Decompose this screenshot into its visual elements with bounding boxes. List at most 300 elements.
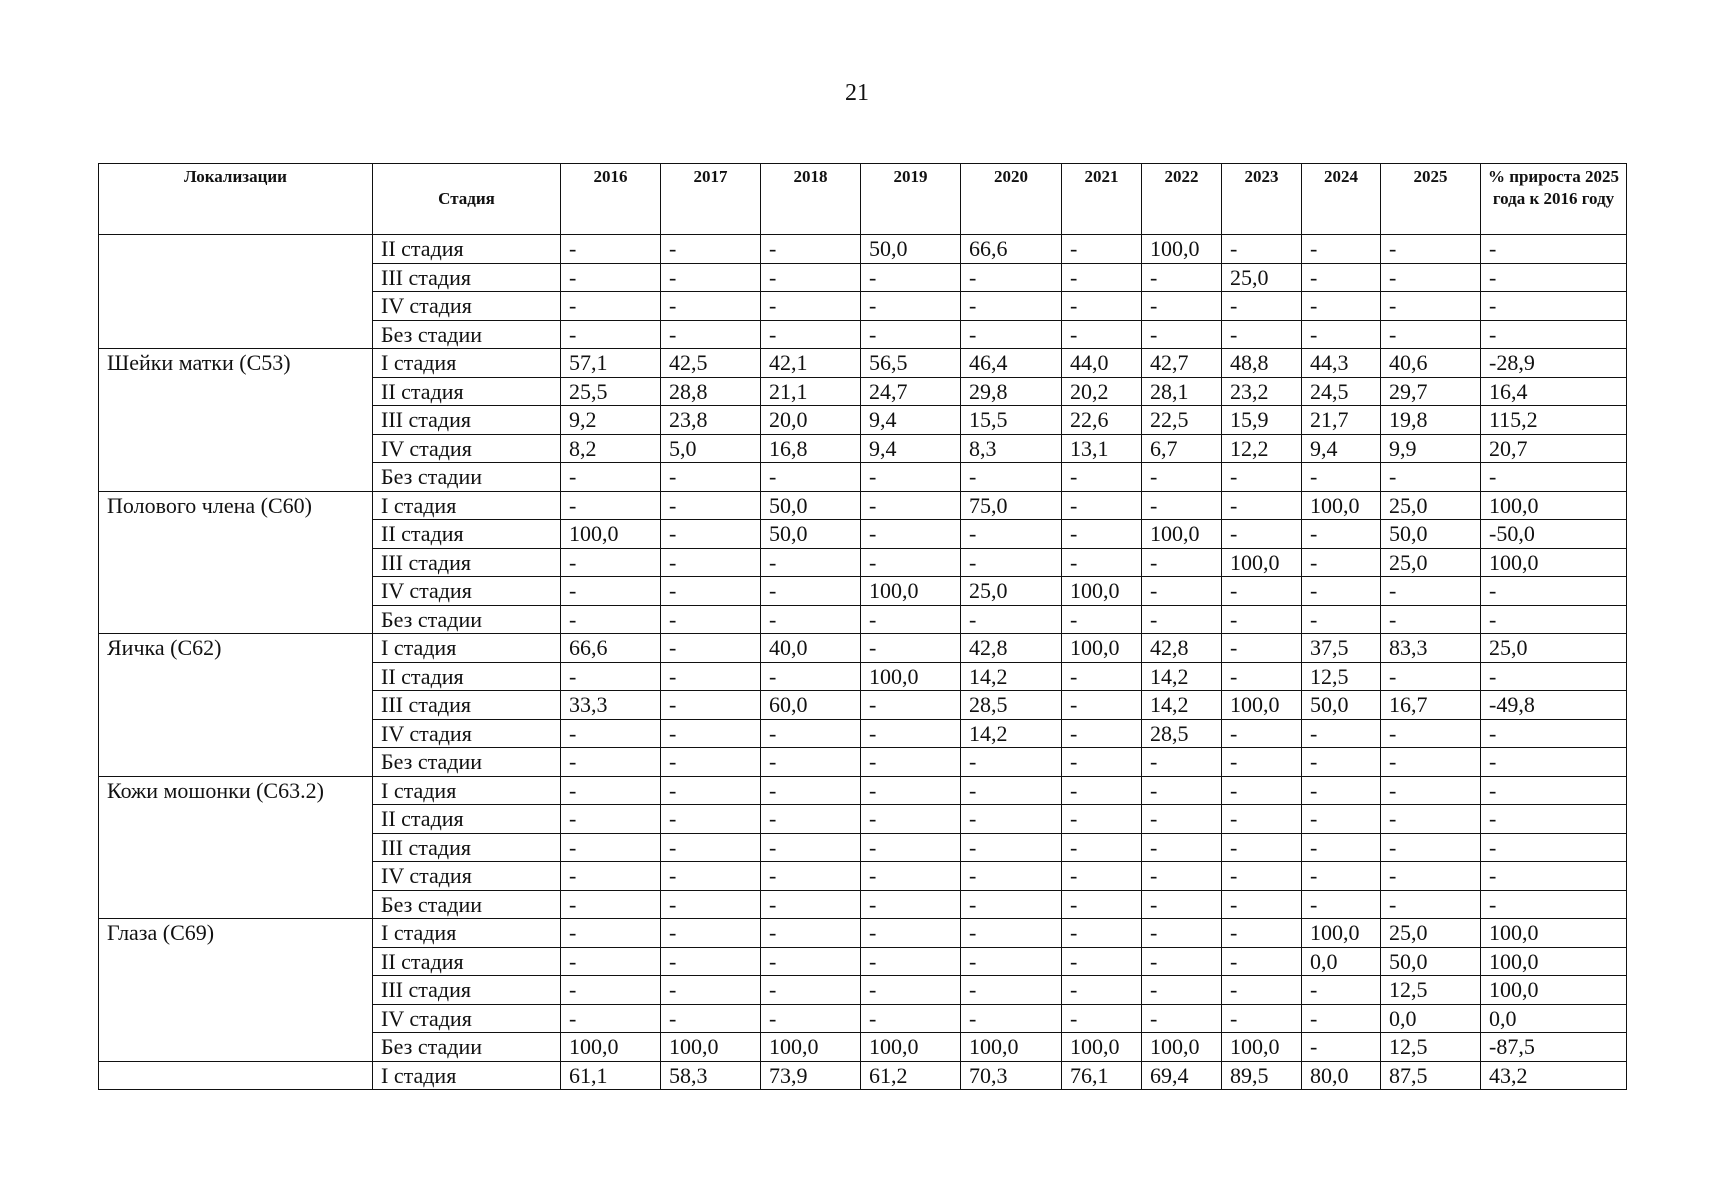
value-cell: - (1381, 776, 1481, 805)
value-cell: - (861, 605, 961, 634)
stage-cell: IV стадия (373, 862, 561, 891)
stage-cell: I стадия (373, 1061, 561, 1090)
value-cell: - (1142, 320, 1222, 349)
value-cell: 46,4 (961, 349, 1062, 378)
value-cell: 60,0 (761, 691, 861, 720)
table-row (99, 691, 1627, 720)
value-cell: - (661, 463, 761, 492)
value-cell: 75,0 (961, 491, 1062, 520)
value-cell: - (761, 719, 861, 748)
value-cell: - (1062, 947, 1142, 976)
header-growth: % прироста 2025 года к 2016 году (1481, 164, 1627, 235)
value-cell: 42,8 (961, 634, 1062, 663)
value-cell: - (861, 292, 961, 321)
table-row (99, 491, 1627, 520)
value-cell: - (1062, 662, 1142, 691)
value-cell: 100,0 (1142, 235, 1222, 264)
value-cell: - (661, 263, 761, 292)
value-cell: - (861, 862, 961, 891)
stage-cell: IV стадия (373, 577, 561, 606)
growth-cell: -28,9 (1481, 349, 1627, 378)
value-cell: - (1222, 805, 1302, 834)
value-cell: 69,4 (1142, 1061, 1222, 1090)
value-cell: - (761, 577, 861, 606)
value-cell: - (961, 463, 1062, 492)
value-cell: - (561, 320, 661, 349)
localization-cell (99, 320, 373, 349)
value-cell: 100,0 (1222, 1033, 1302, 1062)
table-row (99, 634, 1627, 663)
stage-cell: II стадия (373, 235, 561, 264)
value-cell: - (561, 491, 661, 520)
value-cell: - (661, 976, 761, 1005)
value-cell: 20,2 (1062, 377, 1142, 406)
value-cell: 9,4 (1302, 434, 1381, 463)
value-cell: 22,5 (1142, 406, 1222, 435)
value-cell: - (561, 805, 661, 834)
value-cell: - (1222, 976, 1302, 1005)
value-cell: - (961, 890, 1062, 919)
value-cell: 100,0 (561, 520, 661, 549)
value-cell: 37,5 (1302, 634, 1381, 663)
header-year: 2020 (961, 164, 1062, 235)
localization-cell (99, 577, 373, 606)
value-cell: - (1381, 748, 1481, 777)
growth-cell: 20,7 (1481, 434, 1627, 463)
value-cell: - (1381, 605, 1481, 634)
page-number: 21 (845, 80, 869, 106)
localization-cell (99, 691, 373, 720)
value-cell: 28,1 (1142, 377, 1222, 406)
table-row (99, 235, 1627, 264)
localization-cell (99, 292, 373, 321)
table-row (99, 1061, 1627, 1090)
value-cell: - (1302, 805, 1381, 834)
value-cell: - (661, 833, 761, 862)
value-cell: - (761, 833, 861, 862)
value-cell: - (1062, 976, 1142, 1005)
value-cell: - (1222, 662, 1302, 691)
growth-cell: - (1481, 719, 1627, 748)
value-cell: - (1381, 719, 1481, 748)
value-cell: - (1142, 577, 1222, 606)
value-cell: 23,8 (661, 406, 761, 435)
value-cell: - (761, 947, 861, 976)
value-cell: - (1302, 520, 1381, 549)
growth-cell: - (1481, 605, 1627, 634)
value-cell: 8,3 (961, 434, 1062, 463)
value-cell: - (1062, 776, 1142, 805)
growth-cell: - (1481, 292, 1627, 321)
localization-cell (99, 1033, 373, 1062)
value-cell: - (1381, 263, 1481, 292)
value-cell: - (761, 890, 861, 919)
value-cell: 25,0 (1381, 919, 1481, 948)
localization-cell (99, 406, 373, 435)
localization-cell (99, 748, 373, 777)
value-cell: - (761, 320, 861, 349)
value-cell: - (1142, 263, 1222, 292)
value-cell: - (661, 890, 761, 919)
value-cell: - (861, 691, 961, 720)
value-cell: - (761, 776, 861, 805)
value-cell: - (761, 976, 861, 1005)
value-cell: - (861, 548, 961, 577)
value-cell: 100,0 (761, 1033, 861, 1062)
localization-cell (99, 862, 373, 891)
value-cell: - (661, 748, 761, 777)
value-cell: - (961, 520, 1062, 549)
stage-cell: IV стадия (373, 719, 561, 748)
value-cell: - (1062, 719, 1142, 748)
value-cell: - (761, 235, 861, 264)
growth-cell: 100,0 (1481, 947, 1627, 976)
value-cell: - (661, 292, 761, 321)
value-cell: 66,6 (961, 235, 1062, 264)
value-cell: - (961, 263, 1062, 292)
value-cell: - (1222, 947, 1302, 976)
value-cell: - (1302, 1004, 1381, 1033)
localization-cell (99, 548, 373, 577)
value-cell: - (1222, 320, 1302, 349)
value-cell: - (961, 947, 1062, 976)
value-cell: 56,5 (861, 349, 961, 378)
localization-cell (99, 235, 373, 264)
localization-cell (99, 434, 373, 463)
value-cell: - (961, 776, 1062, 805)
growth-cell: -50,0 (1481, 520, 1627, 549)
stage-cell: I стадия (373, 634, 561, 663)
value-cell: - (661, 719, 761, 748)
value-cell: - (561, 890, 661, 919)
value-cell: - (1142, 463, 1222, 492)
value-cell: 44,0 (1062, 349, 1142, 378)
stage-cell: Без стадии (373, 463, 561, 492)
value-cell: 40,6 (1381, 349, 1481, 378)
value-cell: - (561, 719, 661, 748)
header-year: 2022 (1142, 164, 1222, 235)
value-cell: - (1142, 292, 1222, 321)
value-cell: 50,0 (761, 491, 861, 520)
value-cell: 89,5 (1222, 1061, 1302, 1090)
value-cell: 25,0 (1381, 548, 1481, 577)
value-cell: - (1302, 833, 1381, 862)
value-cell: - (561, 235, 661, 264)
value-cell: - (1142, 862, 1222, 891)
value-cell: 15,9 (1222, 406, 1302, 435)
value-cell: 80,0 (1302, 1061, 1381, 1090)
table-row (99, 548, 1627, 577)
value-cell: 13,1 (1062, 434, 1142, 463)
value-cell: - (761, 548, 861, 577)
table-row (99, 349, 1627, 378)
value-cell: - (1062, 263, 1142, 292)
value-cell: - (961, 292, 1062, 321)
value-cell: - (1062, 292, 1142, 321)
value-cell: - (861, 719, 961, 748)
value-cell: - (1142, 919, 1222, 948)
value-cell: - (1222, 919, 1302, 948)
localization-cell (99, 1061, 373, 1090)
value-cell: - (1062, 691, 1142, 720)
value-cell: - (1222, 719, 1302, 748)
value-cell: - (1062, 1004, 1142, 1033)
value-cell: 33,3 (561, 691, 661, 720)
value-cell: - (861, 748, 961, 777)
localization-cell (99, 719, 373, 748)
localization-cell (99, 662, 373, 691)
value-cell: - (661, 491, 761, 520)
value-cell: - (861, 776, 961, 805)
growth-cell: 100,0 (1481, 976, 1627, 1005)
localization-cell (99, 833, 373, 862)
value-cell: - (761, 1004, 861, 1033)
stage-cell: III стадия (373, 976, 561, 1005)
stage-cell: III стадия (373, 833, 561, 862)
stage-cell: II стадия (373, 805, 561, 834)
value-cell: 25,0 (1222, 263, 1302, 292)
value-cell: - (1062, 520, 1142, 549)
value-cell: - (561, 947, 661, 976)
table-row (99, 662, 1627, 691)
value-cell: - (561, 548, 661, 577)
table-row (99, 577, 1627, 606)
value-cell: - (561, 263, 661, 292)
value-cell: 100,0 (1222, 691, 1302, 720)
value-cell: 100,0 (1142, 520, 1222, 549)
stage-cell: I стадия (373, 491, 561, 520)
table-row (99, 776, 1627, 805)
value-cell: - (1062, 463, 1142, 492)
stage-cell: Без стадии (373, 890, 561, 919)
growth-cell: - (1481, 577, 1627, 606)
value-cell: 22,6 (1062, 406, 1142, 435)
value-cell: 100,0 (1142, 1033, 1222, 1062)
table-row (99, 1004, 1627, 1033)
stage-cell: II стадия (373, 662, 561, 691)
table-row (99, 292, 1627, 321)
value-cell: 83,3 (1381, 634, 1481, 663)
value-cell: - (861, 520, 961, 549)
growth-cell: - (1481, 662, 1627, 691)
header-year: 2025 (1381, 164, 1481, 235)
value-cell: 44,3 (1302, 349, 1381, 378)
growth-cell: 100,0 (1481, 919, 1627, 948)
value-cell: 12,5 (1381, 976, 1481, 1005)
value-cell: - (1302, 463, 1381, 492)
value-cell: 14,2 (961, 719, 1062, 748)
value-cell: 61,2 (861, 1061, 961, 1090)
value-cell: 28,5 (1142, 719, 1222, 748)
value-cell: - (561, 463, 661, 492)
header-year: 2016 (561, 164, 661, 235)
value-cell: - (861, 919, 961, 948)
stage-cell: III стадия (373, 691, 561, 720)
stage-cell: Без стадии (373, 1033, 561, 1062)
value-cell: - (1381, 833, 1481, 862)
value-cell: 15,5 (961, 406, 1062, 435)
table-row (99, 748, 1627, 777)
value-cell: 21,1 (761, 377, 861, 406)
value-cell: 24,7 (861, 377, 961, 406)
value-cell: - (1222, 890, 1302, 919)
value-cell: - (1062, 548, 1142, 577)
value-cell: - (761, 292, 861, 321)
localization-cell: Кожи мошонки (С63.2) (99, 776, 373, 805)
value-cell: - (1222, 577, 1302, 606)
value-cell: - (961, 805, 1062, 834)
localization-cell: Яичка (С62) (99, 634, 373, 663)
value-cell: 42,1 (761, 349, 861, 378)
header-year: 2019 (861, 164, 961, 235)
value-cell: - (861, 320, 961, 349)
value-cell: - (561, 748, 661, 777)
value-cell: 100,0 (961, 1033, 1062, 1062)
value-cell: - (1302, 605, 1381, 634)
stage-cell: I стадия (373, 349, 561, 378)
value-cell: - (661, 947, 761, 976)
growth-cell: - (1481, 833, 1627, 862)
stage-cell: III стадия (373, 263, 561, 292)
value-cell: - (1222, 235, 1302, 264)
value-cell: 24,5 (1302, 377, 1381, 406)
growth-cell: 100,0 (1481, 548, 1627, 577)
value-cell: - (561, 292, 661, 321)
value-cell: - (1222, 776, 1302, 805)
table-row (99, 862, 1627, 891)
growth-cell: - (1481, 776, 1627, 805)
value-cell: - (1222, 292, 1302, 321)
value-cell: - (1302, 748, 1381, 777)
table-row (99, 263, 1627, 292)
value-cell: 50,0 (861, 235, 961, 264)
value-cell: 9,9 (1381, 434, 1481, 463)
value-cell: 12,5 (1381, 1033, 1481, 1062)
value-cell: 50,0 (1381, 520, 1481, 549)
table-row (99, 833, 1627, 862)
value-cell: - (561, 577, 661, 606)
value-cell: 70,3 (961, 1061, 1062, 1090)
value-cell: - (1142, 605, 1222, 634)
value-cell: - (1222, 748, 1302, 777)
value-cell: - (1381, 577, 1481, 606)
table-row (99, 463, 1627, 492)
value-cell: - (561, 605, 661, 634)
value-cell: - (961, 833, 1062, 862)
value-cell: - (661, 805, 761, 834)
value-cell: - (1062, 320, 1142, 349)
value-cell: 25,0 (961, 577, 1062, 606)
value-cell: 25,5 (561, 377, 661, 406)
value-cell: - (761, 263, 861, 292)
value-cell: - (1302, 548, 1381, 577)
value-cell: 29,8 (961, 377, 1062, 406)
value-cell: - (1302, 1033, 1381, 1062)
table-row (99, 890, 1627, 919)
growth-cell: - (1481, 890, 1627, 919)
value-cell: - (861, 1004, 961, 1033)
value-cell: 87,5 (1381, 1061, 1481, 1090)
value-cell: - (1381, 463, 1481, 492)
value-cell: - (661, 577, 761, 606)
value-cell: - (661, 1004, 761, 1033)
header-year: 2023 (1222, 164, 1302, 235)
localization-cell (99, 263, 373, 292)
header-year: 2017 (661, 164, 761, 235)
value-cell: - (661, 605, 761, 634)
table-row (99, 406, 1627, 435)
stage-cell: Без стадии (373, 605, 561, 634)
value-cell: 58,3 (661, 1061, 761, 1090)
value-cell: 100,0 (561, 1033, 661, 1062)
value-cell: 20,0 (761, 406, 861, 435)
value-cell: - (661, 776, 761, 805)
value-cell: - (1381, 292, 1481, 321)
value-cell: - (1302, 292, 1381, 321)
value-cell: - (961, 748, 1062, 777)
value-cell: 40,0 (761, 634, 861, 663)
value-cell: - (661, 862, 761, 891)
value-cell: - (761, 805, 861, 834)
value-cell: - (1381, 235, 1481, 264)
value-cell: - (961, 919, 1062, 948)
value-cell: - (561, 919, 661, 948)
value-cell: 100,0 (1062, 1033, 1142, 1062)
value-cell: - (661, 320, 761, 349)
value-cell: 100,0 (861, 662, 961, 691)
value-cell: - (761, 605, 861, 634)
table-row (99, 1033, 1627, 1062)
value-cell: - (1142, 805, 1222, 834)
stage-cell: Без стадии (373, 748, 561, 777)
value-cell: - (1142, 976, 1222, 1005)
value-cell: - (661, 520, 761, 549)
value-cell: 9,4 (861, 434, 961, 463)
value-cell: - (961, 1004, 1062, 1033)
table-row (99, 434, 1627, 463)
value-cell: 19,8 (1381, 406, 1481, 435)
header-stage: Стадия (373, 164, 561, 235)
value-cell: - (861, 890, 961, 919)
value-cell: - (561, 833, 661, 862)
value-cell: 9,2 (561, 406, 661, 435)
stage-cell: IV стадия (373, 292, 561, 321)
header-localization: Локализации (99, 164, 373, 235)
value-cell: - (961, 605, 1062, 634)
value-cell: - (661, 235, 761, 264)
value-cell: 100,0 (861, 1033, 961, 1062)
table-row (99, 947, 1627, 976)
value-cell: - (1302, 719, 1381, 748)
value-cell: 100,0 (1222, 548, 1302, 577)
value-cell: 23,2 (1222, 377, 1302, 406)
growth-cell: - (1481, 463, 1627, 492)
value-cell: - (1302, 776, 1381, 805)
table-row (99, 377, 1627, 406)
value-cell: - (1302, 263, 1381, 292)
value-cell: 28,8 (661, 377, 761, 406)
value-cell: - (1062, 605, 1142, 634)
value-cell: - (1302, 320, 1381, 349)
value-cell: 0,0 (1381, 1004, 1481, 1033)
value-cell: 16,7 (1381, 691, 1481, 720)
value-cell: 6,7 (1142, 434, 1222, 463)
value-cell: 42,8 (1142, 634, 1222, 663)
value-cell: - (1142, 748, 1222, 777)
value-cell: - (561, 862, 661, 891)
value-cell: - (961, 548, 1062, 577)
value-cell: 8,2 (561, 434, 661, 463)
